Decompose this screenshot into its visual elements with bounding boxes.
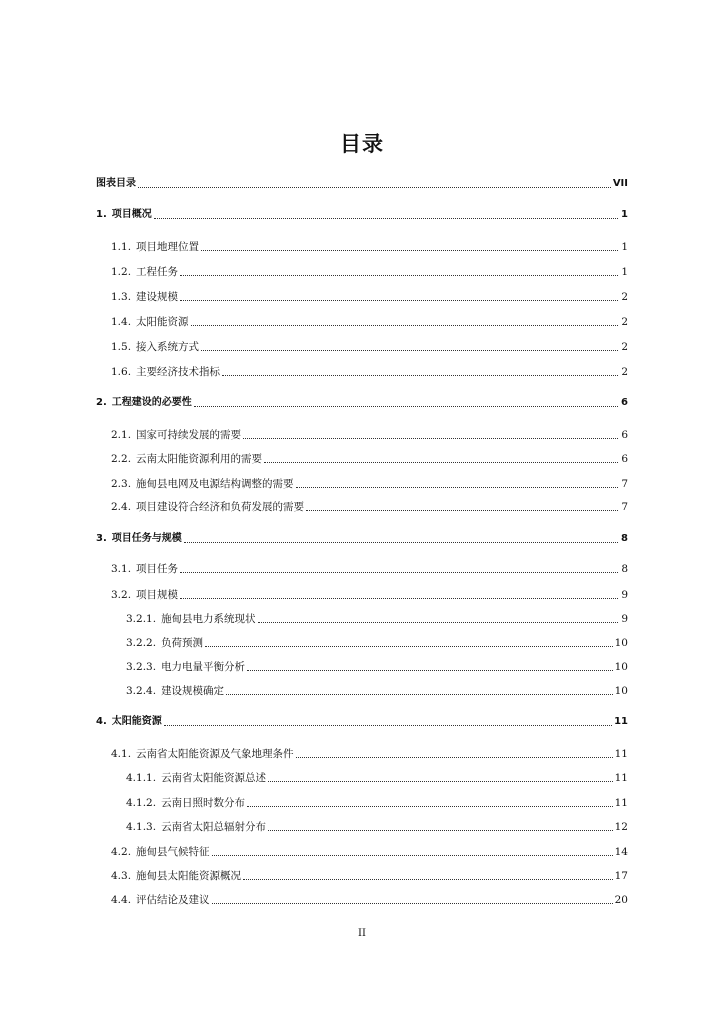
toc-entry-title: 电力电量平衡分析 [161, 661, 246, 673]
toc-entry[interactable] [96, 684, 628, 698]
toc-leader-dots [194, 405, 618, 407]
toc-entry-page: 7 [621, 501, 628, 513]
toc-entry-title: 负荷预测 [161, 637, 204, 649]
toc-leader-dots [201, 349, 618, 351]
toc-leader-dots [201, 249, 618, 251]
toc-entry[interactable] [96, 452, 628, 466]
toc-entry-number: 1. [96, 209, 107, 220]
toc-entry[interactable] [96, 869, 628, 883]
toc-leader-dots [180, 274, 618, 276]
toc-entry[interactable] [96, 636, 628, 650]
toc-leader-dots [180, 299, 618, 301]
toc-leader-dots [164, 724, 612, 726]
toc-entry[interactable] [96, 290, 628, 304]
toc-entry-page: 6 [621, 397, 628, 408]
page-title: 目录 [340, 132, 384, 156]
toc-entry-page: 20 [614, 894, 628, 906]
toc-entry[interactable] [96, 715, 628, 729]
toc-entry-number: 4. [96, 716, 107, 727]
toc-entry-page: 14 [614, 846, 628, 858]
toc-entry-title: 项目任务 [136, 563, 179, 575]
toc-entry-number: 1.3. [111, 291, 132, 303]
toc-entry-page: 2 [621, 366, 628, 378]
toc-leader-dots [191, 324, 618, 326]
toc-entry-title: 建设规模确定 [161, 685, 225, 697]
toc-entry-page: 11 [614, 748, 628, 760]
toc-entry-page: 10 [614, 685, 628, 697]
toc-leader-dots [180, 571, 618, 573]
toc-entry-title: 云南省太阳能资源及气象地理条件 [136, 748, 294, 760]
toc-entry-title: 太阳能资源 [111, 716, 162, 727]
toc-leader-dots [212, 902, 613, 904]
toc-entry[interactable] [96, 771, 628, 785]
toc-entry-title: 项目规模 [136, 589, 179, 601]
toc-entry-title: 云南省太阳总辐射分布 [161, 821, 267, 833]
toc-entry[interactable] [96, 612, 628, 626]
toc-entry-title: 项目任务与规模 [111, 533, 182, 544]
toc-leader-dots [154, 217, 618, 219]
toc-entry[interactable] [96, 340, 628, 354]
toc-entry[interactable] [96, 820, 628, 834]
toc-leader-dots [184, 541, 618, 543]
toc-entry[interactable] [96, 747, 628, 761]
toc-leader-dots [222, 374, 618, 376]
toc-entry[interactable] [96, 240, 628, 254]
toc-entry-number: 4.1.3. [126, 821, 157, 833]
toc-entry-title: 工程建设的必要性 [111, 397, 192, 408]
toc-entry[interactable] [96, 315, 628, 329]
toc-leader-dots [268, 829, 613, 831]
toc-entry-number: 2.4. [111, 501, 132, 513]
toc-leader-dots [226, 693, 613, 695]
toc-entry-page: VII [612, 178, 628, 189]
toc-entry-page: 11 [614, 716, 628, 727]
toc-entry-number: 3.2.1. [126, 613, 157, 625]
toc-entry-page: 1 [621, 241, 628, 253]
toc-entry-page: 9 [621, 613, 628, 625]
toc-entry-title: 云南太阳能资源利用的需要 [136, 453, 263, 465]
toc-entry[interactable] [96, 845, 628, 859]
toc-entry-page: 1 [621, 209, 628, 220]
toc-entry[interactable] [96, 477, 628, 491]
toc-entry-page: 6 [621, 453, 628, 465]
toc-entry-number: 4.1.2. [126, 797, 157, 809]
toc-leader-dots [296, 756, 613, 758]
toc-entry-title: 主要经济技术指标 [136, 366, 221, 378]
toc-entry[interactable] [96, 588, 628, 602]
toc-entry-number: 2.2. [111, 453, 132, 465]
toc-leader-dots [205, 645, 613, 647]
toc-entry-number: 2.3. [111, 478, 132, 490]
toc-entry-title: 太阳能资源 [136, 316, 189, 328]
toc-entry-title: 建设规模 [136, 291, 179, 303]
toc-entry-page: 9 [621, 589, 628, 601]
toc-entry-page: 12 [614, 821, 628, 833]
toc-entry-number: 1.1. [111, 241, 132, 253]
toc-entry[interactable] [96, 428, 628, 442]
toc-entry-number: 3.2.4. [126, 685, 157, 697]
toc-entry-title: 项目概况 [111, 209, 152, 220]
toc-entry[interactable] [96, 893, 628, 907]
toc-entry-number: 4.4. [111, 894, 132, 906]
toc-leader-dots [138, 186, 611, 188]
toc-entry-page: 11 [614, 797, 628, 809]
toc-entry-title: 项目地理位置 [136, 241, 200, 253]
toc-entry-title: 施甸县气候特征 [136, 846, 210, 858]
toc-leader-dots [306, 509, 618, 511]
toc-entry[interactable] [96, 562, 628, 576]
toc-entry-number: 4.1. [111, 748, 132, 760]
toc-entry-page: 17 [614, 870, 628, 882]
toc-entry-page: 10 [614, 637, 628, 649]
toc-entry[interactable] [96, 177, 628, 191]
toc-entry-number: 1.6. [111, 366, 132, 378]
toc-entry-page: 8 [621, 563, 628, 575]
toc-entry-page: 2 [621, 316, 628, 328]
toc-entry[interactable] [96, 796, 628, 810]
toc-leader-dots [247, 669, 613, 671]
toc-entry-number: 3.2.2. [126, 637, 157, 649]
toc-entry-number: 1.2. [111, 266, 132, 278]
toc-entry-page: 2 [621, 341, 628, 353]
toc-leader-dots [180, 597, 618, 599]
toc-entry-number: 1.4. [111, 316, 132, 328]
toc-entry[interactable] [96, 500, 628, 514]
toc-entry-page: 2 [621, 291, 628, 303]
toc-entry-number: 3.1. [111, 563, 132, 575]
toc-entry-number: 2. [96, 397, 107, 408]
toc-leader-dots [258, 621, 618, 623]
toc-entry-number: 4.2. [111, 846, 132, 858]
toc-entry[interactable] [96, 265, 628, 279]
toc-entry-title: 施甸县电网及电源结构调整的需要 [136, 478, 294, 490]
toc-entry-title: 云南日照时数分布 [161, 797, 246, 809]
toc-leader-dots [247, 805, 613, 807]
toc-entry-page: 1 [621, 266, 628, 278]
page-number: II [358, 928, 366, 939]
toc-entry-title: 评估结论及建议 [136, 894, 210, 906]
toc-leader-dots [296, 486, 618, 488]
toc-entry[interactable] [96, 532, 628, 546]
toc-entry-number: 3.2.3. [126, 661, 157, 673]
toc-entry-number: 4.3. [111, 870, 132, 882]
toc-entry-page: 6 [621, 429, 628, 441]
toc-entry-number: 4.1.1. [126, 772, 157, 784]
toc-entry[interactable] [96, 660, 628, 674]
toc-entry-title: 项目建设符合经济和负荷发展的需要 [136, 501, 305, 513]
toc-entry-title: 云南省太阳能资源总述 [161, 772, 267, 784]
toc-entry-title: 国家可持续发展的需要 [136, 429, 242, 441]
toc-leader-dots [268, 780, 613, 782]
toc-entry[interactable] [96, 365, 628, 379]
toc-entry-page: 10 [614, 661, 628, 673]
toc-entry-title: 图表目录 [96, 178, 136, 189]
toc-entry-number: 3. [96, 533, 107, 544]
toc-entry-page: 8 [621, 533, 628, 544]
toc-leader-dots [243, 437, 618, 439]
toc-entry-number: 2.1. [111, 429, 132, 441]
toc-entry-page: 7 [621, 478, 628, 490]
toc-entry-number: 1.5. [111, 341, 132, 353]
toc-entry[interactable] [96, 208, 628, 222]
toc-leader-dots [212, 854, 613, 856]
toc-entry-page: 11 [614, 772, 628, 784]
toc-entry-title: 接入系统方式 [136, 341, 200, 353]
toc-entry[interactable] [96, 396, 628, 410]
toc-leader-dots [243, 878, 613, 880]
toc-entry-number: 3.2. [111, 589, 132, 601]
toc-leader-dots [264, 461, 618, 463]
toc-entry-title: 施甸县电力系统现状 [161, 613, 256, 625]
toc-entry-title: 施甸县太阳能资源概况 [136, 870, 242, 882]
toc-entry-title: 工程任务 [136, 266, 179, 278]
